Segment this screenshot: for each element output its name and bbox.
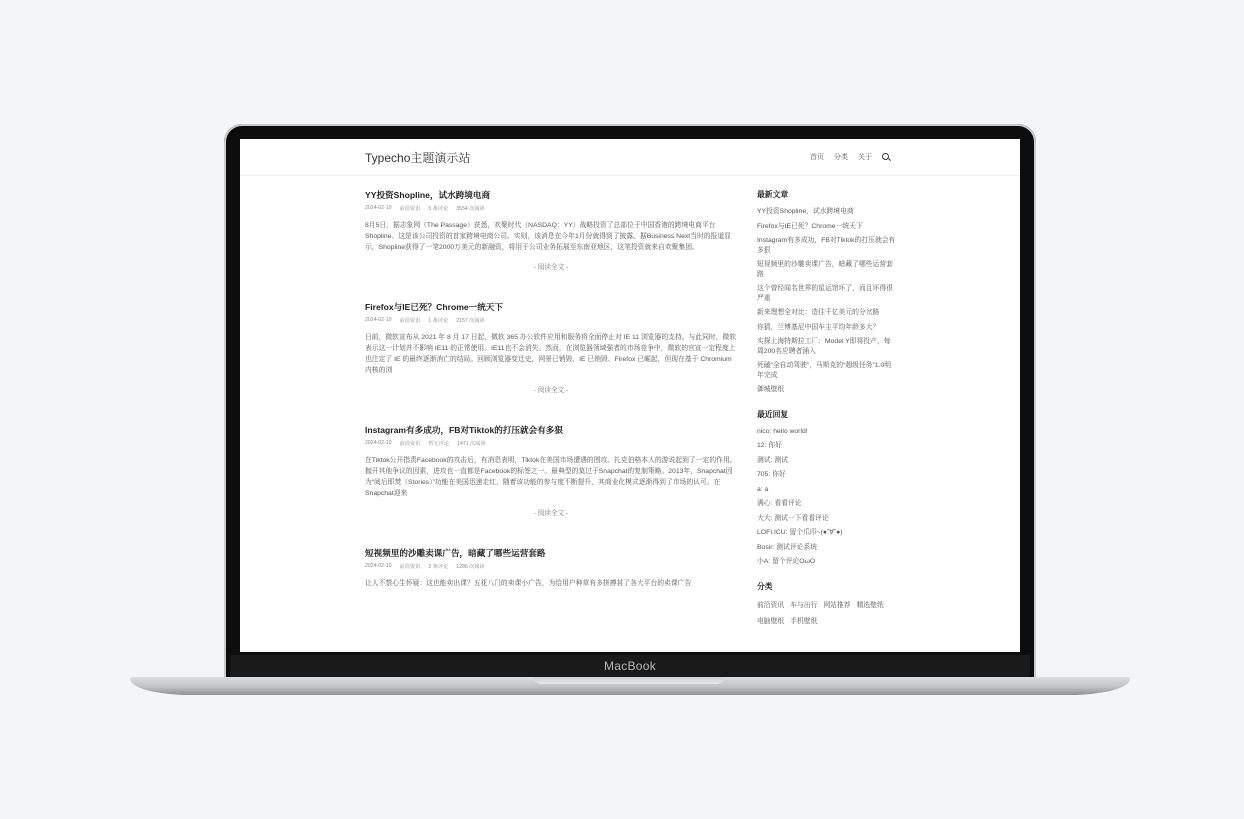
post-reads: 1286 次阅读 xyxy=(456,564,485,570)
recent-comment-link[interactable]: nico: hello world! xyxy=(757,427,808,435)
recent-post-link[interactable]: 新来理想全对比：造往千亿美元的分岔路 xyxy=(757,309,880,316)
post xyxy=(365,424,737,517)
recent-comment-link[interactable]: LOFI.ICU: 留个爪印~(●ˇ∀ˇ●) xyxy=(757,529,843,536)
read-more-link[interactable]: - 阅读全文 - xyxy=(533,387,569,394)
category-link[interactable]: 网站推荐 xyxy=(823,601,851,609)
post-date: 2024-02-10 xyxy=(365,563,392,569)
widget-title: 最新文章 xyxy=(757,190,789,199)
category-link[interactable]: 前沿资讯 xyxy=(757,601,785,609)
post-title[interactable]: Instagram有多成功，FB对Tiktok的打压就会有多狠 xyxy=(365,425,563,435)
recent-comment-link[interactable]: 满心: 看看评论 xyxy=(757,500,802,507)
post-date: 2024-02-10 xyxy=(365,440,392,446)
widget-title: 分类 xyxy=(757,581,773,591)
recent-comment-link[interactable]: 测试: 测试 xyxy=(757,456,788,464)
laptop-brand: MacBook xyxy=(603,659,657,673)
post xyxy=(365,547,737,589)
category-link[interactable]: 手机壁纸 xyxy=(790,617,818,625)
search-icon[interactable] xyxy=(882,153,890,161)
post-category[interactable]: 前沿资讯 xyxy=(399,441,421,447)
recent-comments-widget xyxy=(757,409,897,567)
post-excerpt: 日前，微软宣布从 2021 年 8 月 17 日起，微软 365 办公软件应用和服务将全面停止对 IE 11 浏览器的支持。与此同时，微软表示这一计划并不影响 IE11 的正常使用。IE11也不会消失。然而，在浏览器领域强者的市场竞争中，微软的官宣一定程度上也注定了 IE 的最终逐渐消亡的结局。回顾浏览器变迁史，网景已销毁、IE 已销毁、Firefox 已崛起，但现在基于 Chromium 内核的浏 xyxy=(365,334,737,374)
post-excerpt: 8月5日，据志象网（The Passage）获悉，欢聚时代（NASDAQ：YY）战略投资了总部位于中国香港的跨境电商平台Shopline。这是该公司投资的首家跨境电商公司。实则，该消息在今年1月份就得到了披露。据Business Next当时的报道显示，Shopline获得了一笔2000万美元的新融资，将用于公司业务拓展至东南亚地区，这笔投资就来自欢聚集团。 xyxy=(365,222,731,251)
post xyxy=(365,301,737,394)
recent-post-link[interactable]: Firefox与IE已死？Chrome一统天下 xyxy=(757,222,863,230)
recent-comment-link[interactable]: Bosir: 测试评论系统 xyxy=(757,543,818,551)
recent-comment-link[interactable]: 大大: 测试一下看看评论 xyxy=(757,514,829,522)
screen xyxy=(240,139,1020,652)
recent-post-link[interactable]: 这个曾经闻名世界的星运馆坏了，而且坏得很严重 xyxy=(757,285,893,302)
post-meta xyxy=(365,205,737,212)
recent-post-link[interactable]: 实探上海特斯拉工厂：Model Y即将投产，每周200名应聘者涌入 xyxy=(757,338,891,355)
site-title[interactable]: Typecho主题演示站 xyxy=(365,151,471,165)
category-link[interactable]: 电脑壁纸 xyxy=(757,617,785,625)
post xyxy=(365,189,737,271)
post-reads: 3554 次阅读 xyxy=(456,206,485,212)
recent-post-link[interactable]: YY投资Shopline，试水跨境电商 xyxy=(757,208,854,215)
nav-categories[interactable]: 分类 xyxy=(834,154,848,161)
post-comments[interactable]: 2 条评论 xyxy=(428,564,449,570)
categories-widget xyxy=(757,581,897,629)
post-excerpt: 让人不禁心生怀疑：这也能卖出课？五花八门的卖课小广告，为给用户种草有多拼搏甚了各大平台的卖课广告 xyxy=(365,580,692,587)
nav-about[interactable]: 关于 xyxy=(858,154,872,161)
post-category[interactable]: 前沿资讯 xyxy=(399,564,421,570)
sidebar xyxy=(757,189,897,643)
laptop-notch xyxy=(534,677,724,684)
recent-post-link[interactable]: 短视频里的沙雕卖课广告，暗藏了哪些运营套路 xyxy=(757,261,893,278)
recent-posts-widget xyxy=(757,189,897,395)
post-title[interactable]: 短视频里的沙雕卖课广告，暗藏了哪些运营套路 xyxy=(365,548,546,558)
post-comments[interactable]: 暂无评论 xyxy=(428,441,450,447)
post-meta xyxy=(365,563,737,570)
post-excerpt: 在Tiktok公开指责Facebook的攻击后，有消息表明，Tiktok在美国市场遭遇的围攻、扎克伯格本人的游说起到了一定的作用。抛开其他争议的因素，进攻也一直都是Facebook的标签之一。最典型的莫过于Snapchat的复制策略。2013年，Snapchat因为“阅后即焚（Stories）”功能在美国迅速走红，随着该功能的参与度不断提升，其商业化模式逐渐得到了市场的认可。在Snapchat迎来 xyxy=(365,457,737,497)
post-reads: 2157 次阅读 xyxy=(456,318,485,324)
post-meta xyxy=(365,440,737,447)
recent-post-link[interactable]: 你猜，兰博基尼中国车主平均年龄多大？ xyxy=(757,323,880,331)
post-category[interactable]: 前沿资讯 xyxy=(399,318,421,324)
post-date: 2024-02-10 xyxy=(365,205,392,211)
recent-post-link[interactable]: Instagram有多成功，FB对Tiktok的打压就会有多狠 xyxy=(757,237,896,254)
post-category[interactable]: 前沿资讯 xyxy=(399,206,421,212)
widget-title: 最近回复 xyxy=(757,409,789,419)
nav-home[interactable]: 首页 xyxy=(810,154,824,161)
post-list xyxy=(365,189,737,619)
recent-comment-link[interactable]: 12: 你好 xyxy=(757,442,782,449)
post-meta xyxy=(365,317,737,324)
read-more-link[interactable]: - 阅读全文 - xyxy=(533,264,569,271)
recent-comment-link[interactable]: a: a xyxy=(757,485,769,493)
recent-post-link[interactable]: 御城壁纸 xyxy=(757,386,785,393)
category-link[interactable]: 精选壁纸 xyxy=(856,601,884,609)
recent-comment-link[interactable]: 705: 你好 xyxy=(757,471,786,478)
post-comments[interactable]: 1 条评论 xyxy=(428,318,449,324)
post-title[interactable]: YY投资Shopline，试水跨境电商 xyxy=(365,190,491,200)
recent-post-link[interactable]: 死磕“全自动驾驶”，马斯克的“超级任务”1.0明年完成 xyxy=(757,362,892,379)
site-header xyxy=(240,139,1020,176)
post-date: 2024-02-10 xyxy=(365,317,392,323)
category-link[interactable]: 车与出行 xyxy=(790,601,818,609)
post-title[interactable]: Firefox与IE已死？Chrome一统天下 xyxy=(365,302,503,312)
recent-comment-link[interactable]: 小A: 留个评论OωO xyxy=(757,558,816,565)
post-comments[interactable]: 5 条评论 xyxy=(428,206,449,212)
read-more-link[interactable]: - 阅读全文 - xyxy=(533,510,569,517)
post-reads: 1471 次阅读 xyxy=(457,441,486,447)
main-nav xyxy=(810,152,890,162)
